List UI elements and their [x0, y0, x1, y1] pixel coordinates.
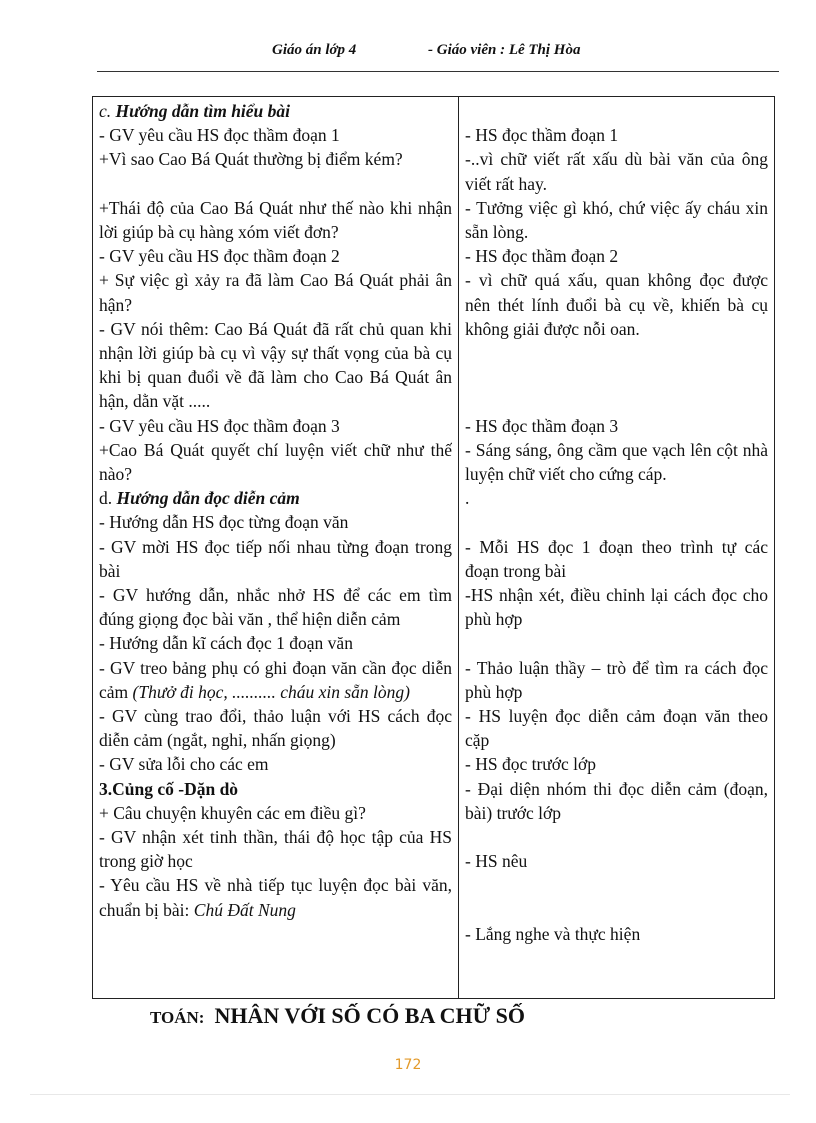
student-step: - Đại diện nhóm thi đọc diễn cảm (đoạn, bài) trước lớp: [465, 778, 768, 823]
header-divider: [97, 71, 779, 72]
section-heading-d: d. Hướng dẫn đọc diễn cảm: [99, 488, 300, 509]
student-step: - Lắng nghe và thực hiện: [465, 923, 641, 944]
student-step: - HS đọc thầm đoạn 1: [465, 125, 619, 146]
student-step: -..vì chữ viết rất xấu dù bài văn của ông viết rất hay.: [465, 149, 768, 194]
lesson-title-text: NHÂN VỚI SỐ CÓ BA CHỮ SỐ: [214, 1003, 525, 1028]
student-step: - HS luyện đọc diễn cảm đoạn văn theo cặp: [465, 705, 768, 751]
teacher-step: + Câu chuyện khuyên các em điều gì?: [99, 802, 366, 823]
teacher-step: +Cao Bá Quát quyết chí luyện viết chữ như thế nào?: [99, 439, 452, 485]
teacher-step: - GV treo bảng phụ có ghi đoạn văn cần đọc diễn cảm (Thưở đi học, .......... cháu xin sẵn lòng): [99, 657, 452, 702]
student-step: - Sáng sáng, ông cầm que vạch lên cột nhà luyện chữ viết cho cứng cáp.: [465, 439, 768, 484]
student-step: - Mỗi HS đọc 1 đoạn theo trình tự các đoạn trong bài: [465, 536, 768, 581]
teacher-step: - GV yêu cầu HS đọc thầm đoạn 3: [99, 415, 340, 436]
teacher-step: - GV nói thêm: Cao Bá Quát đã rất chủ quan khi nhận lời giúp bà cụ vì vậy sự thất vọng của bà cụ khi bị quan đuổi về đã làm cho Cao Bá Quát ân hận, dằn vặt .....: [99, 318, 452, 412]
teacher-step: +Thái độ của Cao Bá Quát như thế nào khi nhận lời giúp bà cụ hàng xóm viết đơn?: [99, 197, 452, 242]
student-step: - HS nêu: [465, 851, 528, 872]
teacher-step: - GV sửa lỗi cho các em: [99, 754, 269, 775]
subject-label: TOÁN:: [150, 1008, 205, 1027]
teacher-step: +Vì sao Cao Bá Quát thường bị điểm kém?: [99, 149, 403, 170]
page-number: 172: [394, 1057, 422, 1073]
student-step: - HS đọc thầm đoạn 3: [465, 415, 619, 436]
header-class: Giáo án lớp 4: [272, 42, 357, 58]
teacher-step: + Sự việc gì xảy ra đã làm Cao Bá Quát phải ân hận?: [99, 270, 452, 315]
lesson-title: [150, 1003, 525, 1029]
student-step: - Thảo luận thầy – trò để tìm ra cách đọc phù hợp: [465, 657, 768, 702]
student-step: - HS đọc trước lớp: [465, 754, 597, 775]
teacher-step: - GV cùng trao đổi, thảo luận với HS cách đọc diễn cảm (ngắt, nghỉ, nhấn giọng): [99, 706, 452, 751]
teacher-step: - GV yêu cầu HS đọc thầm đoạn 2: [99, 246, 340, 267]
student-step: - Tưởng việc gì khó, chứ việc ấy cháu xin sẵn lòng.: [465, 197, 768, 242]
teacher-step: - Hướng dẫn HS đọc từng đoạn văn: [99, 512, 349, 533]
student-step: .: [465, 488, 470, 509]
section-heading-3: 3.Củng cố -Dặn dò: [99, 778, 239, 799]
teacher-step: - GV hướng dẫn, nhắc nhở HS để các em tìm đúng giọng đọc bài văn , thể hiện diễn cảm: [99, 585, 452, 630]
teacher-activities-column: [93, 97, 459, 998]
student-step: -HS nhận xét, điều chỉnh lại cách đọc cho phù hợp: [465, 584, 768, 630]
footer-divider: [30, 1094, 790, 1095]
teacher-step: - GV nhận xét tinh thần, thái độ học tập của HS trong giờ học: [99, 827, 452, 872]
header-teacher: - Giáo viên : Lê Thị Hòa: [428, 42, 581, 58]
student-step: - vì chữ quá xấu, quan không đọc được nên thét lính đuổi bà cụ về, khiến bà cụ không giải được nỗi oan.: [465, 270, 768, 339]
student-step: - HS đọc thầm đoạn 2: [465, 246, 619, 267]
teacher-step: - Yêu cầu HS về nhà tiếp tục luyện đọc bài văn, chuẩn bị bài: Chú Đất Nung: [99, 875, 452, 920]
student-activities-column: [459, 97, 774, 998]
section-heading-c: c. Hướng dẫn tìm hiểu bài: [99, 101, 291, 121]
teacher-step: - GV mời HS đọc tiếp nối nhau từng đoạn trong bài: [99, 536, 452, 581]
lesson-table: [92, 96, 775, 999]
teacher-step: - GV yêu cầu HS đọc thầm đoạn 1: [99, 125, 340, 146]
page-header: [0, 42, 816, 64]
teacher-step: - Hướng dẫn kĩ cách đọc 1 đoạn văn: [99, 633, 353, 654]
